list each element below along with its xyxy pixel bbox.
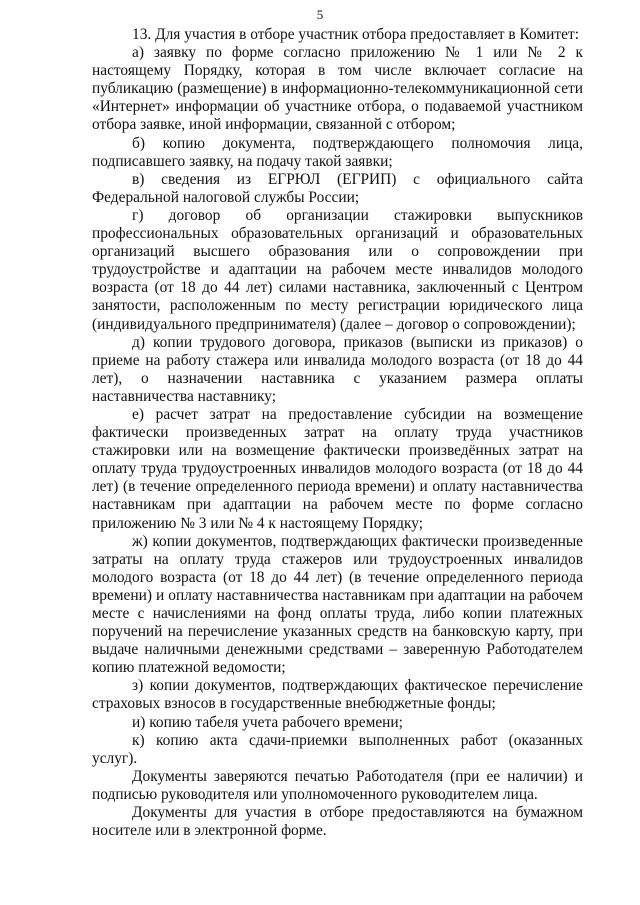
paragraph-certification: Документы заверяются печатью Работодателя (при ее наличии) и подписью руководителя или уполномоченного руководителем лица.: [92, 767, 583, 803]
paragraph-item-a: а) заявку по форме согласно приложению № 1 или № 2 к настоящему Порядку, которая в том числе включает согласие на публикацию (размещение) в информационно-телекоммуникационной сети «Интернет» информации об участнике отбора, о подаваемой участником отбора заявке, иной информации, связанной с отбором;: [92, 44, 583, 134]
paragraph-item-e: е) расчет затрат на предоставление субсидии на возмещение фактически произведенных затрат на оплату труда участников стажировки или на возмещение фактически произведённых затрат на оплату труда трудоустроенных инвалидов молодого возраста (от 18 до 44 лет) (в течение определенного периода времени) и оплату наставничества наставникам при адаптации на рабочем месте по форме согласно приложению № 3 или № 4 к настоящему Порядку;: [92, 405, 583, 532]
paragraph-item-i: и) копию табеля учета рабочего времени;: [132, 713, 403, 731]
page-number: 5: [316, 7, 324, 22]
paragraph-item-zh: ж) копии документов, подтверждающих фактически произведенные затраты на оплату труда стажеров или трудоустроенных инвалидов молодого возраста (от 18 до 44 лет) (в течение определенного периода времени) и оплату наставничества наставникам при адаптации на рабочем месте с начислениями на фонд оплаты труда, либо копии платежных поручений на перечисление указанных средств на банковскую карту, при выдаче наличными денежными средствами – заверенную Работодателем копию платежной ведомости;: [92, 532, 583, 677]
paragraph-item-g: г) договор об организации стажировки выпускников профессиональных образовательных организаций и образовательных организаций высшего образования или о сопровождении при трудоустройстве и адаптации на рабочем месте инвалидов молодого возраста (от 18 до 44 лет) силами наставника, заключенный с Центром занятости, расположенным по месту регистрации юридического лица (индивидуального предпринимателя) (далее – договор о сопровождении);: [92, 206, 583, 333]
paragraph-item-d: д) копии трудового договора, приказов (выписки из приказов) о приеме на работу стажера или инвалида молодого возраста (от 18 до 44 лет), о назначении наставника с указанием размера оплаты наставничества наставнику;: [92, 333, 583, 405]
paragraph-intro: 13. Для участия в отборе участник отбора предоставляет в Комитет:: [132, 26, 579, 43]
paragraph-item-v: в) сведения из ЕГРЮЛ (ЕГРИП) с официального сайта Федеральной налоговой службы России;: [92, 170, 583, 206]
paragraph-item-z: з) копии документов, подтверждающих фактическое перечисление страховых взносов в государственные внебюджетные фонды;: [92, 677, 583, 713]
document-body: [92, 26, 583, 840]
paragraph-item-b: б) копию документа, подтверждающего полномочия лица, подписавшего заявку, на подачу такой заявки;: [92, 134, 583, 170]
paragraph-item-k: к) копию акта сдачи-приемки выполненных работ (оказанных услуг).: [92, 731, 583, 767]
paragraph-submission-form: Документы для участия в отборе предоставляются на бумажном носителе или в электронной форме.: [92, 804, 583, 840]
